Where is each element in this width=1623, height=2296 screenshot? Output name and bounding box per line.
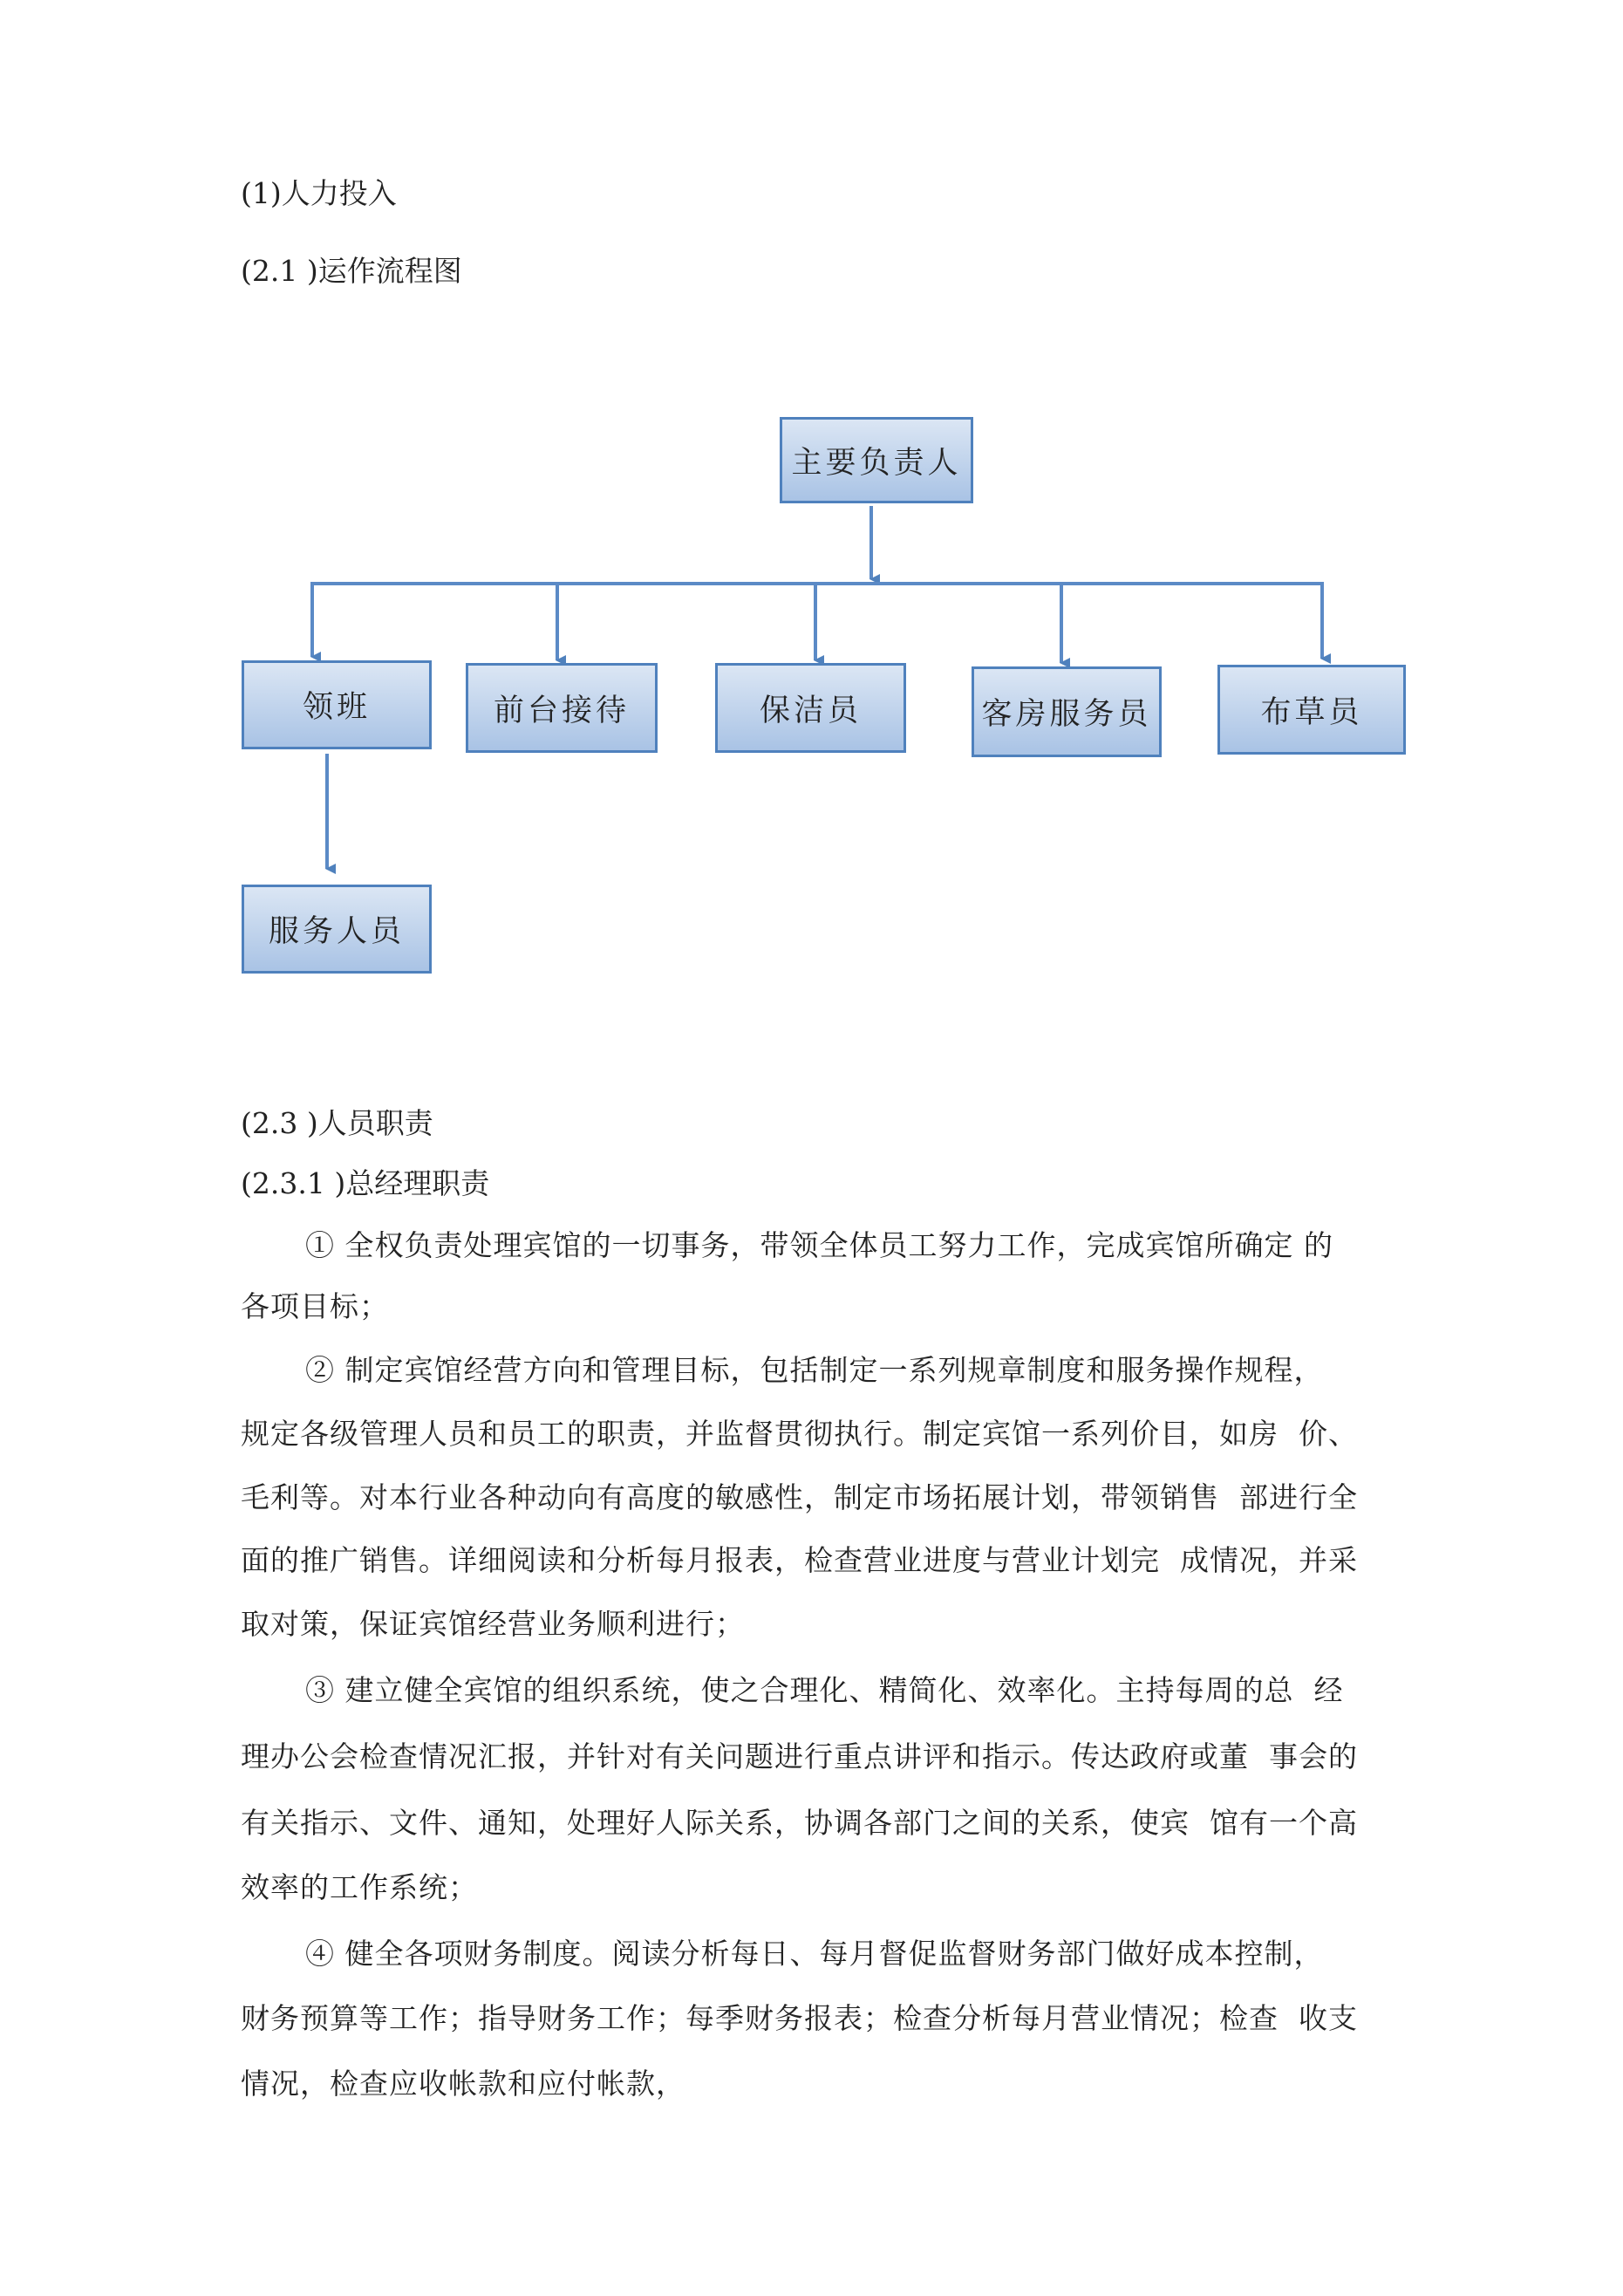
para-line: 财务预算等工作；指导财务工作；每季财务报表；检查分析每月营业情况；检查 收支 xyxy=(241,2001,1358,2035)
box-qiantai: 前台接待 xyxy=(466,663,658,753)
box-main-manager: 主要负责人 xyxy=(780,417,973,503)
para-line: 各项目标； xyxy=(241,1289,389,1323)
para-line: ① 全权负责处理宾馆的一切事务，带领全体员工努力工作，完成宾馆所确定 的 xyxy=(305,1228,1333,1262)
para-line: 效率的工作系统； xyxy=(241,1870,478,1904)
para-line: 情况，检查应收帐款和应付帐款， xyxy=(241,2067,685,2101)
box-fuwu: 服务人员 xyxy=(242,885,432,974)
heading-human-resources: (1)人力投入 xyxy=(241,176,397,210)
para-line: 理办公会检查情况汇报，并针对有关问题进行重点讲评和指示。传达政府或董 事会的 xyxy=(241,1739,1358,1773)
para-line: ④ 健全各项财务制度。阅读分析每日、每月督促监督财务部门做好成本控制， xyxy=(305,1937,1324,1971)
para-line: 有关指示、文件、通知，处理好人际关系，协调各部门之间的关系，使宾 馆有一个高 xyxy=(241,1806,1358,1840)
para-line: 毛利等。对本行业各种动向有高度的敏感性，制定市场拓展计划，带领销售 部进行全 xyxy=(241,1480,1358,1514)
para-line: ② 制定宾馆经营方向和管理目标，包括制定一系列规章制度和服务操作规程， xyxy=(305,1353,1324,1387)
box-bucao: 布草员 xyxy=(1217,665,1406,755)
para-line: ③ 建立健全宾馆的组织系统，使之合理化、精简化、效率化。主持每周的总 经 xyxy=(305,1673,1344,1707)
para-line: 规定各级管理人员和员工的职责，并监督贯彻执行。制定宾馆一系列价目，如房 价、 xyxy=(241,1417,1358,1451)
para-line: 面的推广销售。详细阅读和分析每月报表，检查营业进度与营业计划完 成情况，并采 xyxy=(241,1543,1358,1577)
heading-staff-duties: (2.3 )人员职责 xyxy=(241,1106,433,1140)
box-kefang: 客房服务员 xyxy=(972,666,1162,757)
heading-gm-duties: (2.3.1 )总经理职责 xyxy=(241,1166,490,1200)
heading-workflow-chart: (2.1 )运作流程图 xyxy=(241,254,462,288)
box-baojie: 保洁员 xyxy=(715,663,906,753)
box-lingban: 领班 xyxy=(242,660,432,749)
para-line: 取对策，保证宾馆经营业务顺利进行； xyxy=(241,1607,745,1641)
